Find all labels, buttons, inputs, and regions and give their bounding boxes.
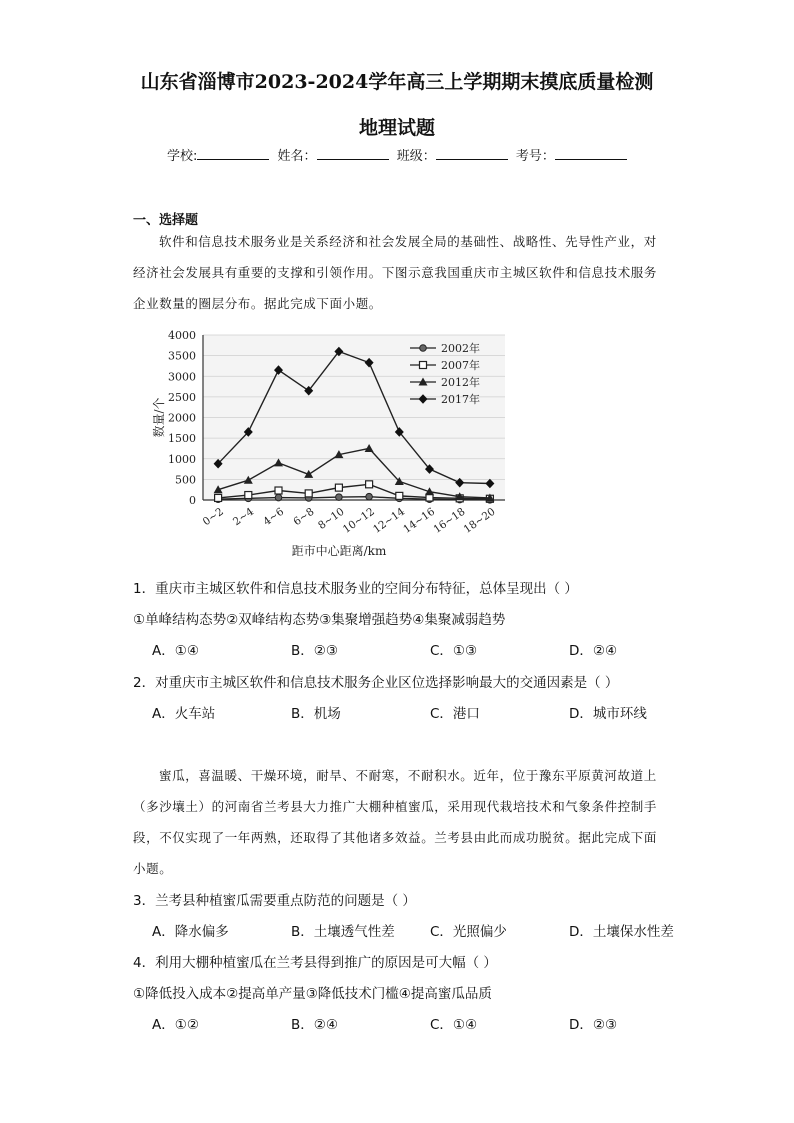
- option-c[interactable]: C．①④: [430, 1017, 478, 1033]
- x-tick-label: 2~4: [230, 505, 257, 529]
- name-blank: [317, 147, 389, 160]
- data-point: [275, 487, 282, 494]
- option-b[interactable]: B．机场: [291, 706, 341, 722]
- y-tick-label: 2000: [168, 411, 196, 425]
- y-tick-label: 3500: [168, 349, 196, 363]
- option-a[interactable]: A．①④: [152, 643, 199, 659]
- question-2-options: [152, 702, 712, 722]
- y-tick-label: 3000: [168, 370, 196, 384]
- y-tick-label: 1000: [168, 452, 196, 466]
- option-c[interactable]: C．港口: [430, 706, 480, 722]
- option-b[interactable]: B．土壤透气性差: [291, 924, 395, 940]
- y-tick-label: 2500: [168, 390, 196, 404]
- data-point: [366, 493, 373, 500]
- section-heading: 一、选择题: [133, 213, 199, 228]
- exam-number-blank: [555, 147, 627, 160]
- data-point: [215, 494, 222, 501]
- option-d[interactable]: D．②③: [569, 1017, 618, 1033]
- passage-2-text: 蜜瓜，喜温暖、干燥环境，耐旱、不耐寒，不耐积水。近年，位于豫东平原黄河故道上（多沙壤土）的河南省兰考县大力推广大棚种植蜜瓜，采用现代栽培技术和气象条件控制手段，不仅实现了一年两熟，还取得了其他诸多效益。兰考县由此而成功脱贫。据此完成下面小题。: [133, 768, 658, 876]
- legend-marker: [420, 345, 427, 352]
- data-point: [305, 490, 312, 497]
- x-tick-label: 12~14: [371, 505, 408, 536]
- y-tick-label: 0: [189, 494, 196, 507]
- student-info-row: [165, 145, 629, 164]
- x-tick-label: 8~10: [316, 505, 347, 533]
- question-3-stem: 3．兰考县种植蜜瓜需要重点防范的问题是（ ）: [133, 893, 416, 909]
- question-4-options: [152, 1013, 712, 1033]
- x-tick-label: 4~6: [261, 505, 287, 529]
- data-point: [336, 494, 343, 501]
- option-b[interactable]: B．②④: [291, 1017, 338, 1033]
- class-blank: [436, 147, 508, 160]
- question-1-stem: 1．重庆市主城区软件和信息技术服务业的空间分布特征，总体呈现出（ ）: [133, 581, 578, 597]
- y-tick-label: 500: [175, 473, 196, 487]
- passage-1-text: 软件和信息技术服务业是关系经济和社会发展全局的基础性、战略性、先导性产业，对经济社会发展具有重要的支撑和引领作用。下图示意我国重庆市主城区软件和信息技术服务企业数量的圈层分布。据此完成下面小题。: [133, 234, 658, 311]
- data-point: [366, 481, 373, 488]
- legend-label: 2002年: [441, 342, 480, 355]
- data-point: [396, 492, 403, 499]
- line-chart: [150, 325, 510, 565]
- legend-label: 2017年: [441, 393, 480, 406]
- name-label: 姓名：: [277, 149, 317, 164]
- x-tick-label: 16~18: [431, 505, 468, 536]
- question-2-stem: 2．对重庆市主城区软件和信息技术服务企业区位选择影响最大的交通因素是（ ）: [133, 675, 619, 691]
- option-b[interactable]: B．②③: [291, 643, 338, 659]
- legend-label: 2007年: [441, 359, 480, 372]
- option-d[interactable]: D．土壤保水性差: [569, 924, 674, 940]
- option-c[interactable]: C．光照偏少: [430, 924, 507, 940]
- y-axis-label: 数量/个: [152, 397, 166, 438]
- option-a[interactable]: A．①②: [152, 1017, 199, 1033]
- x-tick-label: 6~8: [291, 505, 317, 529]
- option-c[interactable]: C．①③: [430, 643, 478, 659]
- x-tick-label: 10~12: [340, 505, 377, 536]
- data-point: [245, 492, 252, 499]
- y-tick-label: 1500: [168, 432, 196, 446]
- data-point: [275, 494, 282, 501]
- option-a[interactable]: A．降水偏多: [152, 924, 229, 940]
- legend-marker: [420, 362, 427, 369]
- option-a[interactable]: A．火车站: [152, 706, 216, 722]
- x-tick-label: 18~20: [461, 505, 498, 536]
- x-tick-label: 0~2: [200, 505, 226, 529]
- school-blank: [197, 147, 269, 160]
- question-1-statements: ①单峰结构态势②双峰结构态势③集聚增强趋势④集聚减弱趋势: [133, 612, 506, 628]
- exam-subtitle: 地理试题: [358, 117, 435, 139]
- question-4-statements: ①降低投入成本②提高单产量③降低技术门槛④提高蜜瓜品质: [133, 986, 492, 1002]
- legend-label: 2012年: [441, 376, 480, 389]
- x-axis-label: 距市中心距离/km: [291, 544, 387, 558]
- question-3-options: [152, 920, 712, 940]
- question-1-options: [152, 639, 712, 659]
- data-point: [335, 484, 342, 491]
- passage-1: [133, 226, 663, 319]
- question-4-stem: 4．利用大棚种植蜜瓜在兰考县得到推广的原因是可大幅（ ）: [133, 955, 497, 971]
- y-tick-label: 4000: [168, 329, 196, 342]
- passage-2: [133, 760, 663, 884]
- x-tick-label: 14~16: [401, 505, 438, 536]
- school-label: 学校:: [167, 149, 198, 164]
- exam-number-label: 考号：: [515, 149, 555, 164]
- option-d[interactable]: D．②④: [569, 643, 618, 659]
- option-d[interactable]: D．城市环线: [569, 706, 647, 722]
- class-label: 班级：: [396, 149, 436, 164]
- exam-title: 山东省淄博市2023-2024学年高三上学期期末摸底质量检测: [140, 71, 654, 93]
